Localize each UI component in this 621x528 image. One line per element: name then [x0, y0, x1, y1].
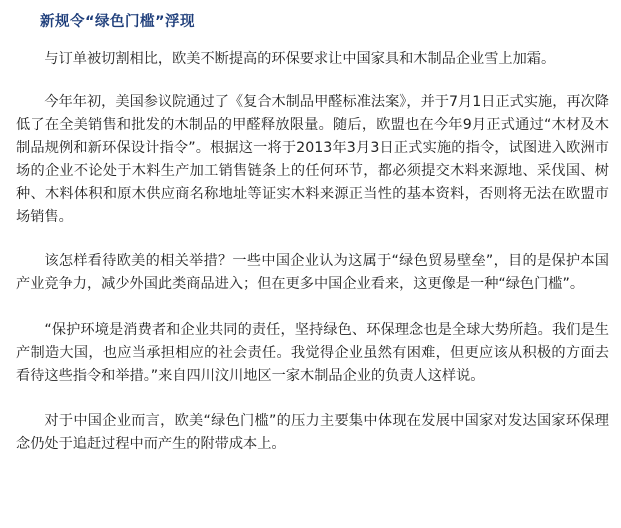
article-title: 新规令“绿色门槛”浮现 [40, 14, 196, 30]
article-paragraph-3: 该怎样看待欧美的相关举措？一些中国企业认为这属于“绿色贸易壁垒”，目的是保护本国产业竞争力，减少外国此类商品进入；但在更多中国企业看来，这更像是一种“绿色门槛”。 [16, 253, 609, 292]
article-paragraph-1: 与订单被切割相比，欧美不断提高的环保要求让中国家具和木制品企业雪上加霜。 [44, 51, 556, 67]
article-paragraph-5: 对于中国企业而言，欧美“绿色门槛”的压力主要集中体现在发展中国家对发达国家环保理念仍处于追赶过程中而产生的附带成本上。 [16, 413, 609, 452]
article-paragraph-4: “保护环境是消费者和企业共同的责任，坚持绿色、环保理念也是全球大势所趋。我们是生产制造大国，也应当承担相应的社会责任。我觉得企业虽然有困难，但更应该从积极的方面去看待这些指令和举措。”来自四川汶川地区一家木制品企业的负责人这样说。 [16, 322, 609, 384]
article-paragraph-2: 今年年初，美国参议院通过了《复合木制品甲醛标准法案》，并于7月1日正式实施，再次降低了在全美销售和批发的木制品的甲醛释放限量。随后，欧盟也在今年9月正式通过“木材及木制品规例和新环保设计指令”。根据这一将于2013年3月3日正式实施的指令，试图进入欧洲市场的企业不论处于木料生产加工销售链条上的任何环节，都必须提交木料来源地、采伐国、树种、木料体积和原木供应商名称地址等证实木料来源正当性的基本资料，否则将无法在欧盟市场销售。 [16, 94, 609, 225]
